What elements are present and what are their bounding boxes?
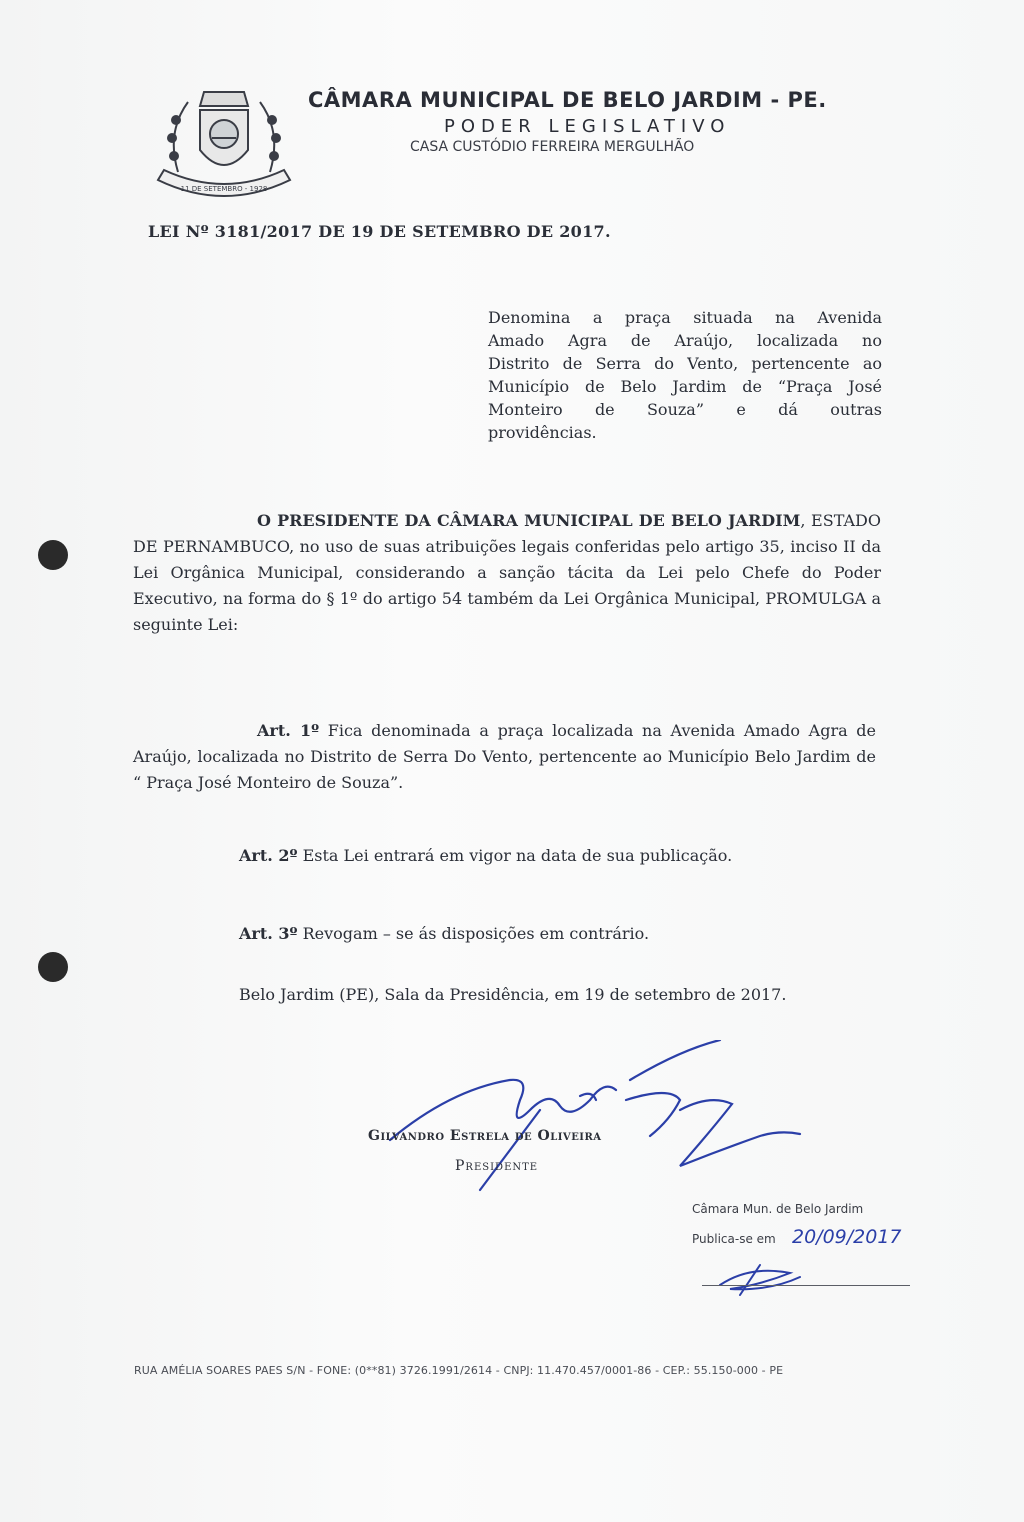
stamp-publish-label: Publica-se em	[692, 1232, 776, 1246]
ementa-line: Amado Agra de Araújo, localizada no	[488, 331, 882, 350]
article-label: Art. 1º	[257, 721, 320, 740]
signer-role: Presidente	[455, 1158, 539, 1174]
punch-hole-bottom	[38, 952, 68, 982]
footer-address: RUA AMÉLIA SOARES PAES S/N - FONE: (0**81) 3726.1991/2614 - CNPJ: 11.470.457/0001-86 - CEP.: 55.150-000 - PE	[134, 1364, 784, 1377]
municipal-crest-icon	[148, 62, 300, 212]
article-label: Art. 3º	[239, 924, 298, 943]
chamber-subtitle: PODER LEGISLATIVO	[444, 116, 731, 137]
law-ementa	[488, 306, 882, 444]
law-title: LEI Nº 3181/2017 DE 19 DE SETEMBRO DE 2017.	[148, 222, 611, 241]
stamp-initials	[700, 1255, 820, 1305]
ementa-line: Município de Belo Jardim de “Praça José	[488, 377, 882, 396]
chamber-house-name: CASA CUSTÓDIO FERREIRA MERGULHÃO	[410, 139, 695, 155]
article-2	[133, 843, 876, 869]
crest-ribbon-text: 11 DE SETEMBRO - 1928	[180, 185, 268, 193]
article-text: Esta Lei entrará em vigor na data de sua publicação.	[297, 846, 733, 865]
ementa-line: Distrito de Serra do Vento, pertencente ao	[488, 354, 882, 373]
article-label: Art. 2º	[239, 846, 298, 865]
article-text: Fica denominada a praça localizada na Avenida Amado Agra de Araújo, localizada no Distrito de Serra Do Vento, pertencente ao Município Belo Jardim de “ Praça José Monteiro de Souza”.	[133, 721, 877, 792]
closing-line: Belo Jardim (PE), Sala da Presidência, em 19 de setembro de 2017.	[239, 985, 787, 1004]
article-text: Revogam – se ás disposições em contrário.	[297, 924, 650, 943]
article-1	[133, 718, 876, 796]
ementa-line: Denomina a praça situada na Avenida	[488, 308, 882, 327]
punch-hole-top	[38, 540, 68, 570]
article-3	[133, 921, 876, 947]
stamp-publish-date: 20/09/2017	[792, 1226, 902, 1248]
law-preamble	[133, 508, 881, 638]
handwritten-signature	[380, 1040, 810, 1200]
stamp-chamber: Câmara Mun. de Belo Jardim	[692, 1202, 864, 1216]
ementa-line: Monteiro de Souza” e dá outras	[488, 400, 882, 419]
preamble-bold: O PRESIDENTE DA CÂMARA MUNICIPAL DE BELO JARDIM	[257, 511, 801, 530]
chamber-title: CÂMARA MUNICIPAL DE BELO JARDIM - PE.	[308, 88, 827, 112]
ementa-line: providências.	[488, 423, 597, 442]
preamble-text: , ESTADO DE PERNAMBUCO, no uso de suas atribuições legais conferidas pelo artigo 35, inciso II da Lei Orgânica Municipal, considerando a sanção tácita da Lei pelo Chefe do Poder Executivo, na forma do § 1º do artigo 54 também da Lei Orgânica Municipal, PROMULGA a seguinte Lei:	[133, 511, 881, 634]
stamp-signature-line	[702, 1285, 910, 1286]
signer-name: Gilvandro Estrela de Oliveira	[368, 1128, 602, 1144]
